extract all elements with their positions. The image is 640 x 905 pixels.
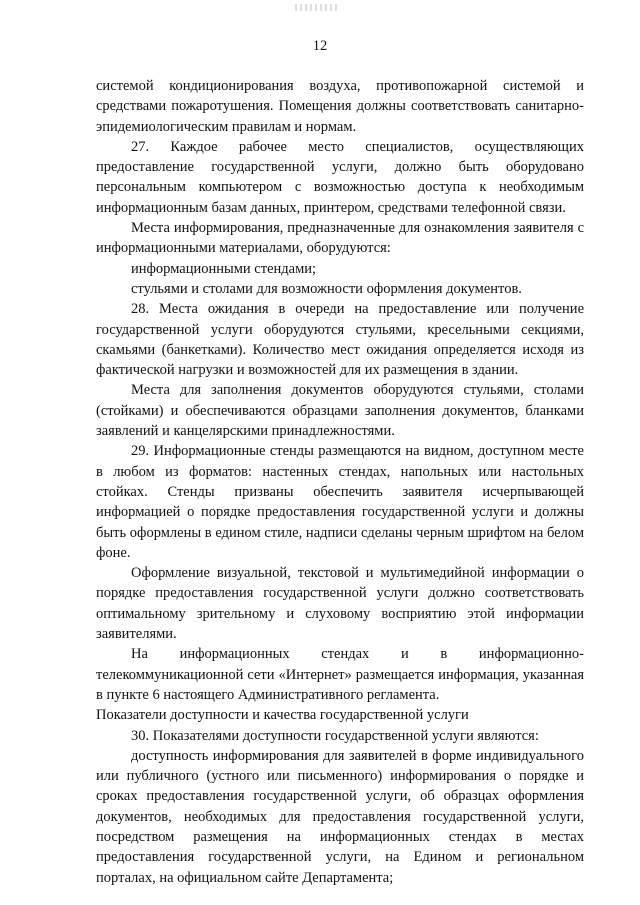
paragraph-30: 30. Показателями доступности государственной услуги являются: <box>131 727 539 744</box>
paragraph-fill-places: Места для заполнения документов оборудуются стульями, столами (стойками) и обеспечиваются образцами заполнения документов, бланками заявлений и канцелярскими принадлежностями. <box>96 382 584 440</box>
document-body <box>96 76 584 888</box>
section-heading: Показатели доступности и качества государственной услуги <box>96 707 469 724</box>
paragraph-continuation: системой кондиционирования воздуха, противопожарной системой и средствами пожаротушения. Помещения должны соответствовать санитарно-эпидемиологическим правилам и нормам. <box>96 78 584 135</box>
scan-speck <box>295 4 339 11</box>
list-item-chairs: стульями и столами для возможности оформления документов. <box>131 280 522 297</box>
paragraph-info-places: Места информирования, предназначенные для ознакомления заявителя с информационными материалами, оборудуются: <box>96 220 584 257</box>
paragraph-29: 29. Информационные стенды размещаются на видном, доступном месте в любом из форматов: настенных стендах, напольных или настольных стойках. Стенды призваны обеспечить заявителя исчерпывающей информацией о порядке предоставления государственной услуги и должны быть оформлены в едином стиле, надписи сделаны черным шрифтом на белом фоне. <box>96 443 584 561</box>
paragraph-design: Оформление визуальной, текстовой и мультимедийной информации о порядке предоставления государственной услуги должно соответствовать оптимальному зрительному и слуховому восприятию этой информации заявителями. <box>96 565 584 643</box>
paragraph-28: 28. Места ожидания в очереди на предоставление или получение государственной услуги оборудуются стульями, кресельными секциями, скамьями (банкетками). Количество мест ожидания определяется исходя из фактической нагрузки и возможностей для их размещения в здании. <box>96 301 584 379</box>
page-number: 12 <box>312 38 328 54</box>
paragraph-internet: На информационных стендах и в информационно-телекоммуникационной сети «Интернет» размещается информация, указанная в пункте 6 настоящего Административного регламента. <box>96 646 584 703</box>
paragraph-accessibility: доступность информирования для заявителей в форме индивидуального или публичного (устного или письменного) информирования о порядке и сроках предоставления государственной услуги, об образцах оформления документов, необходимых для предоставления государственной услуги, посредством размещения на информационных стендах в местах предоставления государственной услуги, на Едином и региональном порталах, на официальном сайте Департамента; <box>96 747 584 886</box>
paragraph-27: 27. Каждое рабочее место специалистов, осуществляющих предоставление государственной услуги, должно быть оборудовано персональным компьютером с возможностью доступа к необходимым информационным базам данных, принтером, средствами телефонной связи. <box>96 138 584 216</box>
list-item-stands: информационными стендами; <box>131 260 317 277</box>
